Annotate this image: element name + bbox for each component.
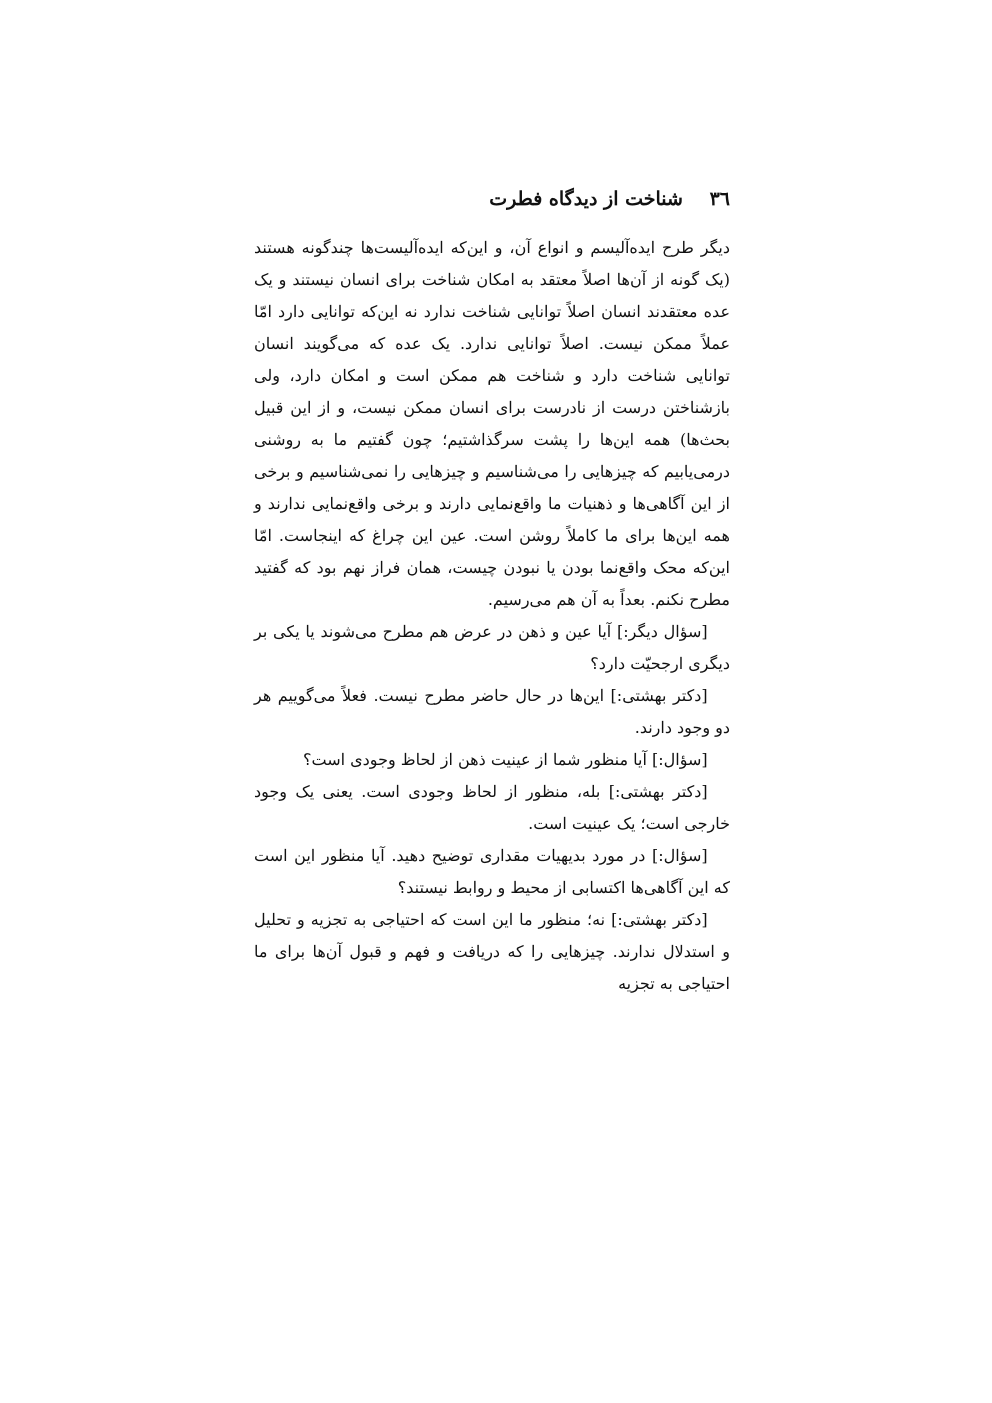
paragraph: [دکتر بهشتی:] بله، منظور از لحاظ وجودی است. یعنی یک وجود خارجی است؛ یک عینیت است. <box>254 782 730 833</box>
page-number: ٣٦ <box>709 188 730 210</box>
paragraph: [سؤال:] آیا منظور شما از عینیت ذهن از لحاظ وجودی است؟ <box>303 750 708 769</box>
body-text <box>254 232 730 1000</box>
paragraph: [سؤال:] در مورد بدیهیات مقداری توضیح دهید. آیا منظور این است که این آگاهی‌ها اکتسابی از محیط و روابط نیستند؟ <box>254 846 730 897</box>
paragraph: [سؤال دیگر:] آیا عین و ذهن در عرض هم مطرح می‌شوند یا یکی بر دیگری ارجحیّت دارد؟ <box>254 622 730 673</box>
running-title: شناخت از دیدگاه فطرت <box>489 188 683 210</box>
running-header <box>260 184 730 214</box>
paragraph: دیگر طرح ایده‌آلیسم و انواع آن، و این‌که ایده‌آلیست‌ها چندگونه هستند (یک گونه از آن‌ها اصلاً معتقد به امکان شناخت برای انسان نیستند و یک عده معتقدند انسان اصلاً توانایی شناخت ندارد نه این‌که توانایی دارد امّا عملاً ممکن نیست. اصلاً توانایی ندارد. یک عده که می‌گویند انسان توانایی شناخت دارد و شناخت هم ممکن است و امکان دارد، ولی بازشناختن درست از نادرست برای انسان ممکن نیست، و از این قبیل بحث‌ها) همه این‌ها را پشت سرگذاشتیم؛ چون گفتیم ما به روشنی درمی‌یابیم که چیزهایی را می‌شناسیم و چیزهایی را نمی‌شناسیم و برخی از این آگاهی‌ها و ذهنیات ما واقع‌نمایی دارند و برخی واقع‌نمایی ندارند و همه این‌ها برای ما کاملاً روشن است. عین این چراغ که اینجاست. امّا این‌که محک واقع‌نما بودن یا نبودن چیست، همان فراز نهم بود که گفتید مطرح نکنم. بعداً به آن هم می‌رسیم. <box>254 238 731 609</box>
paragraph: [دکتر بهشتی:] نه؛ منظور ما این است که احتیاجی به تجزیه و تحلیل و استدلال ندارند. چیزهایی را که دریافت و فهم و قبول آن‌ها برای ما احتیاجی به تجزیه <box>254 910 730 993</box>
paragraph: [دکتر بهشتی:] این‌ها در حال حاضر مطرح نیست. فعلاً می‌گوییم هر دو وجود دارند. <box>254 686 730 737</box>
